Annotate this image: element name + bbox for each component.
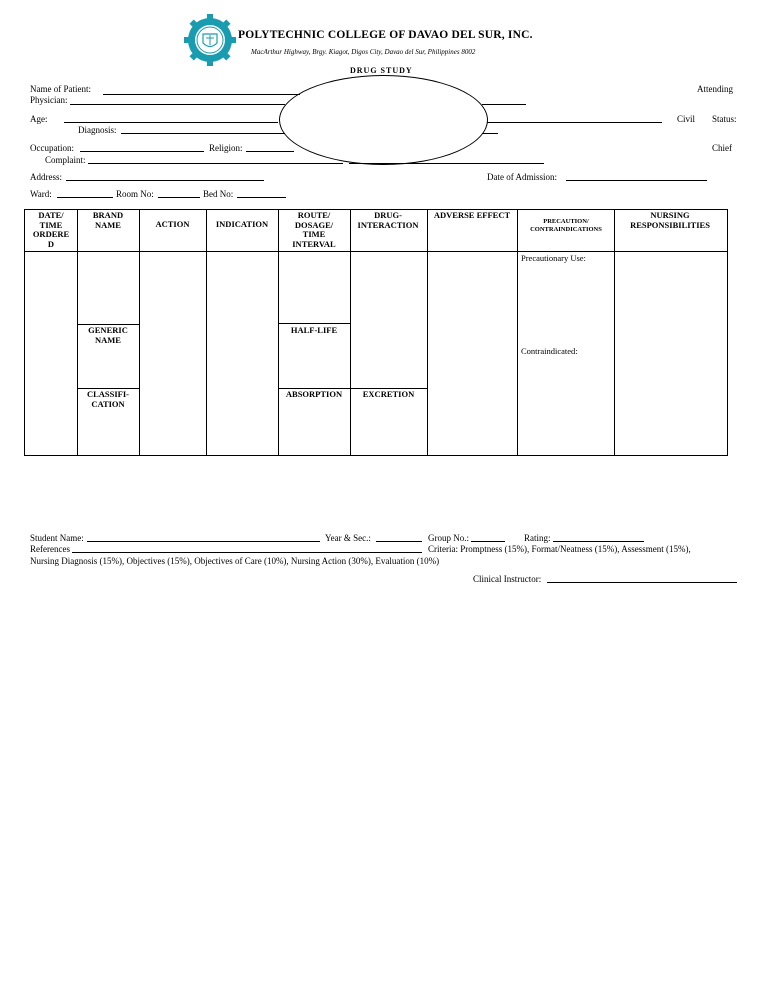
age-label: Age: xyxy=(30,114,48,124)
table-header-rule xyxy=(24,251,727,252)
religion-field[interactable] xyxy=(246,151,294,152)
student-name-field[interactable] xyxy=(87,541,320,542)
col-divider xyxy=(139,209,140,455)
date-of-admission-label: Date of Admission: xyxy=(487,172,557,182)
rating-field[interactable] xyxy=(553,541,644,542)
physician-label: Physician: xyxy=(30,95,68,105)
header-precaution: PRECAUTION/ CONTRAINDICATIONS xyxy=(530,218,602,233)
address-label: Address: xyxy=(30,172,62,182)
clinical-instructor-label: Clinical Instructor: xyxy=(473,574,542,584)
college-name: POLYTECHNIC COLLEGE OF DAVAO DEL SUR, INC. xyxy=(238,29,533,41)
header-adverse-effect: ADVERSE EFFECT xyxy=(433,210,511,220)
diagnosis-field-right[interactable] xyxy=(482,133,498,134)
col-divider xyxy=(350,209,351,455)
complaint-field-left[interactable] xyxy=(88,163,343,164)
generic-name-label: GENERIC NAME xyxy=(88,325,128,345)
year-sec-label: Year & Sec.: xyxy=(325,533,371,543)
header-drug-interaction: DRUG-INTERACTION xyxy=(357,210,419,230)
header-nursing-responsibilities: NURSING RESPONSIBILITIES xyxy=(630,210,710,230)
col-divider xyxy=(206,209,207,455)
physician-field-right[interactable] xyxy=(482,104,526,105)
form-title: DRUG STUDY xyxy=(350,66,413,75)
physician-field-left[interactable] xyxy=(70,104,285,105)
col-divider xyxy=(427,209,428,455)
criteria-text-continued: Nursing Diagnosis (15%), Objectives (15%), Objectives of Care (10%), Nursing Action (30%), Evaluation (10%) xyxy=(30,556,440,566)
drug-ellipse xyxy=(279,75,488,165)
civil-label: Civil xyxy=(677,114,696,124)
student-name-label: Student Name: xyxy=(30,533,84,543)
occupation-label: Occupation: xyxy=(30,143,74,153)
references-label: References xyxy=(30,544,70,554)
room-no-field[interactable] xyxy=(158,197,200,198)
religion-label: Religion: xyxy=(209,143,243,153)
diagnosis-field-left[interactable] xyxy=(121,133,285,134)
header-date-time: DATE/ TIME ORDERE D xyxy=(32,210,70,249)
col-divider xyxy=(517,209,518,455)
complaint-label: Complaint: xyxy=(45,155,86,165)
age-field[interactable] xyxy=(64,122,278,123)
rating-label: Rating: xyxy=(524,533,551,543)
col-divider xyxy=(77,209,78,455)
name-of-patient-label: Name of Patient: xyxy=(30,84,91,94)
occupation-field[interactable] xyxy=(80,151,204,152)
route-halflife-rule xyxy=(278,323,350,324)
precautionary-use-label: Precautionary Use: xyxy=(521,253,586,263)
header-indication: INDICATION xyxy=(215,219,269,229)
group-no-label: Group No.: xyxy=(428,533,469,543)
absorption-label: ABSORPTION xyxy=(285,389,343,399)
bed-no-label: Bed No: xyxy=(203,189,234,199)
bed-no-field[interactable] xyxy=(237,197,286,198)
diagnosis-label: Diagnosis: xyxy=(78,125,117,135)
chief-label: Chief xyxy=(712,143,732,153)
ward-field[interactable] xyxy=(57,197,113,198)
header-action: ACTION xyxy=(155,219,190,229)
name-of-patient-field[interactable] xyxy=(103,94,300,95)
clinical-instructor-field[interactable] xyxy=(547,582,737,583)
half-life-label: HALF-LIFE xyxy=(290,325,338,335)
header-brand-name: BRAND NAME xyxy=(92,210,124,230)
room-no-label: Room No: xyxy=(116,189,154,199)
contraindicated-label: Contraindicated: xyxy=(521,346,578,356)
header-route-dosage: ROUTE/ DOSAGE/ TIME INTERVAL xyxy=(292,210,336,249)
group-no-field[interactable] xyxy=(471,541,505,542)
attending-label: Attending xyxy=(697,84,733,94)
complaint-field-right[interactable] xyxy=(349,163,544,164)
references-field[interactable] xyxy=(72,552,422,553)
civil-status-field[interactable] xyxy=(487,122,662,123)
ward-label: Ward: xyxy=(30,189,52,199)
year-sec-field[interactable] xyxy=(376,541,422,542)
college-seal-icon xyxy=(184,14,236,66)
excretion-label: EXCRETION xyxy=(362,389,415,399)
college-address: MacArthur Highway, Brgy. Kiagot, Digos City, Davao del Sur, Philippines 8002 xyxy=(251,48,476,56)
classification-label: CLASSIFI-CATION xyxy=(86,389,130,409)
status-label: Status: xyxy=(712,114,737,124)
col-divider xyxy=(614,209,615,455)
date-of-admission-field[interactable] xyxy=(566,180,707,181)
criteria-text: Criteria: Promptness (15%), Format/Neatness (15%), Assessment (15%), xyxy=(428,544,691,554)
address-field[interactable] xyxy=(66,180,264,181)
